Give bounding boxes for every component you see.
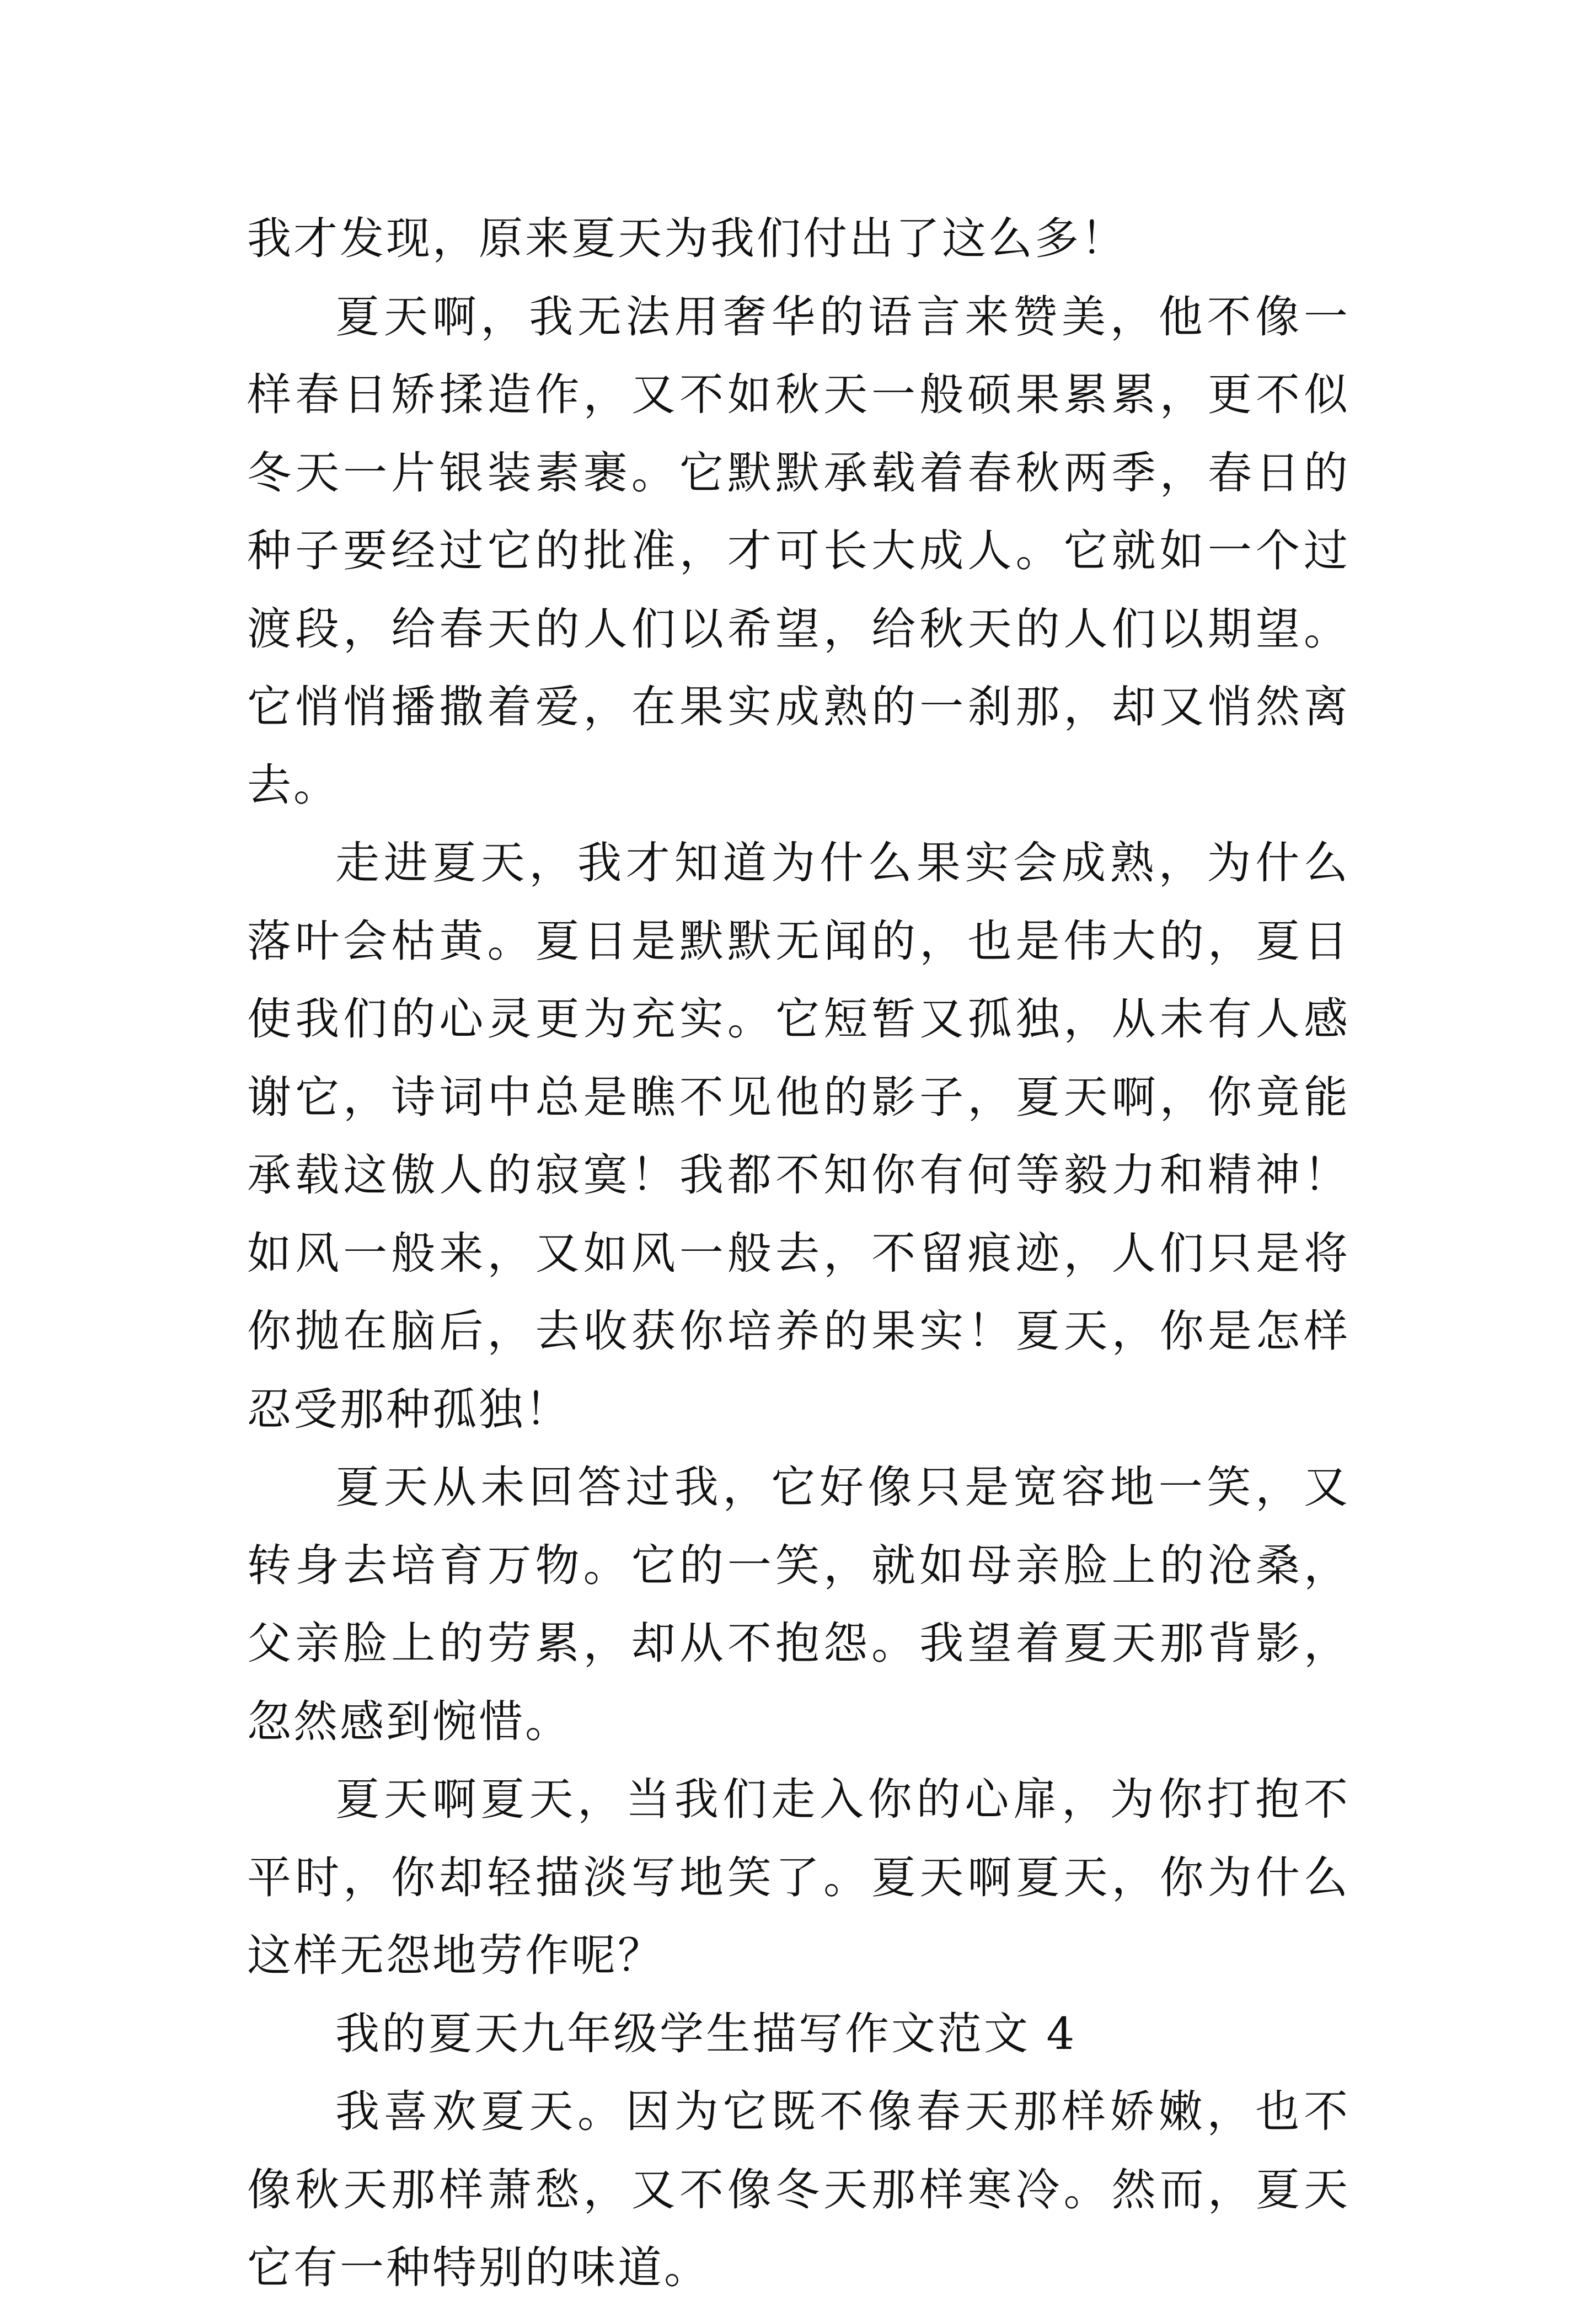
- paragraph-5: 夏天啊夏天，当我们走入你的心扉，为你打抱不平时，你却轻描淡写地笑了。夏天啊夏天，你为什么这样无怨地劳作呢？: [247, 1774, 1350, 1981]
- paragraph-1: 我才发现，原来夏天为我们付出了这么多！: [247, 213, 1127, 264]
- paragraph-2: 夏天啊，我无法用奢华的语言来赞美，他不像一样春日矫揉造作，又不如秋天一般硕果累累，更不似冬天一片银装素裹。它默默承载着春秋两季，春日的种子要经过它的批准，才可长大成人。它就如一个过渡段，给春天的人们以希望，给秋天的人们以期望。它悄悄播撒着爱，在果实成熟的一刹那，却又悄然离去。: [247, 291, 1350, 811]
- paragraph-6: 我喜欢夏天。因为它既不像春天那样娇嫩，也不像秋天那样萧愁，又不像冬天那样寒冷。然而，夏天它有一种特别的味道。: [247, 2086, 1350, 2293]
- section-heading: 我的夏天九年级学生描写作文范文 4: [335, 2008, 1077, 2059]
- paragraph-4: 夏天从未回答过我，它好像只是宽容地一笑，又转身去培育万物。它的一笑，就如母亲脸上的沧桑，父亲脸上的劳累，却从不抱怨。我望着夏天那背影，忽然感到惋惜。: [247, 1462, 1350, 1747]
- paragraph-3: 走进夏天，我才知道为什么果实会成熟，为什么落叶会枯黄。夏日是默默无闻的，也是伟大的，夏日使我们的心灵更为充实。它短暂又孤独，从未有人感谢它，诗词中总是瞧不见他的影子，夏天啊，你竟能承载这傲人的寂寞！我都不知你有何等毅力和精神！如风一般来，又如风一般去，不留痕迹，人们只是将你抛在脑后，去收获你培养的果实！夏天，你是怎样忍受那种孤独！: [247, 837, 1350, 1435]
- document-page: [247, 200, 1350, 2307]
